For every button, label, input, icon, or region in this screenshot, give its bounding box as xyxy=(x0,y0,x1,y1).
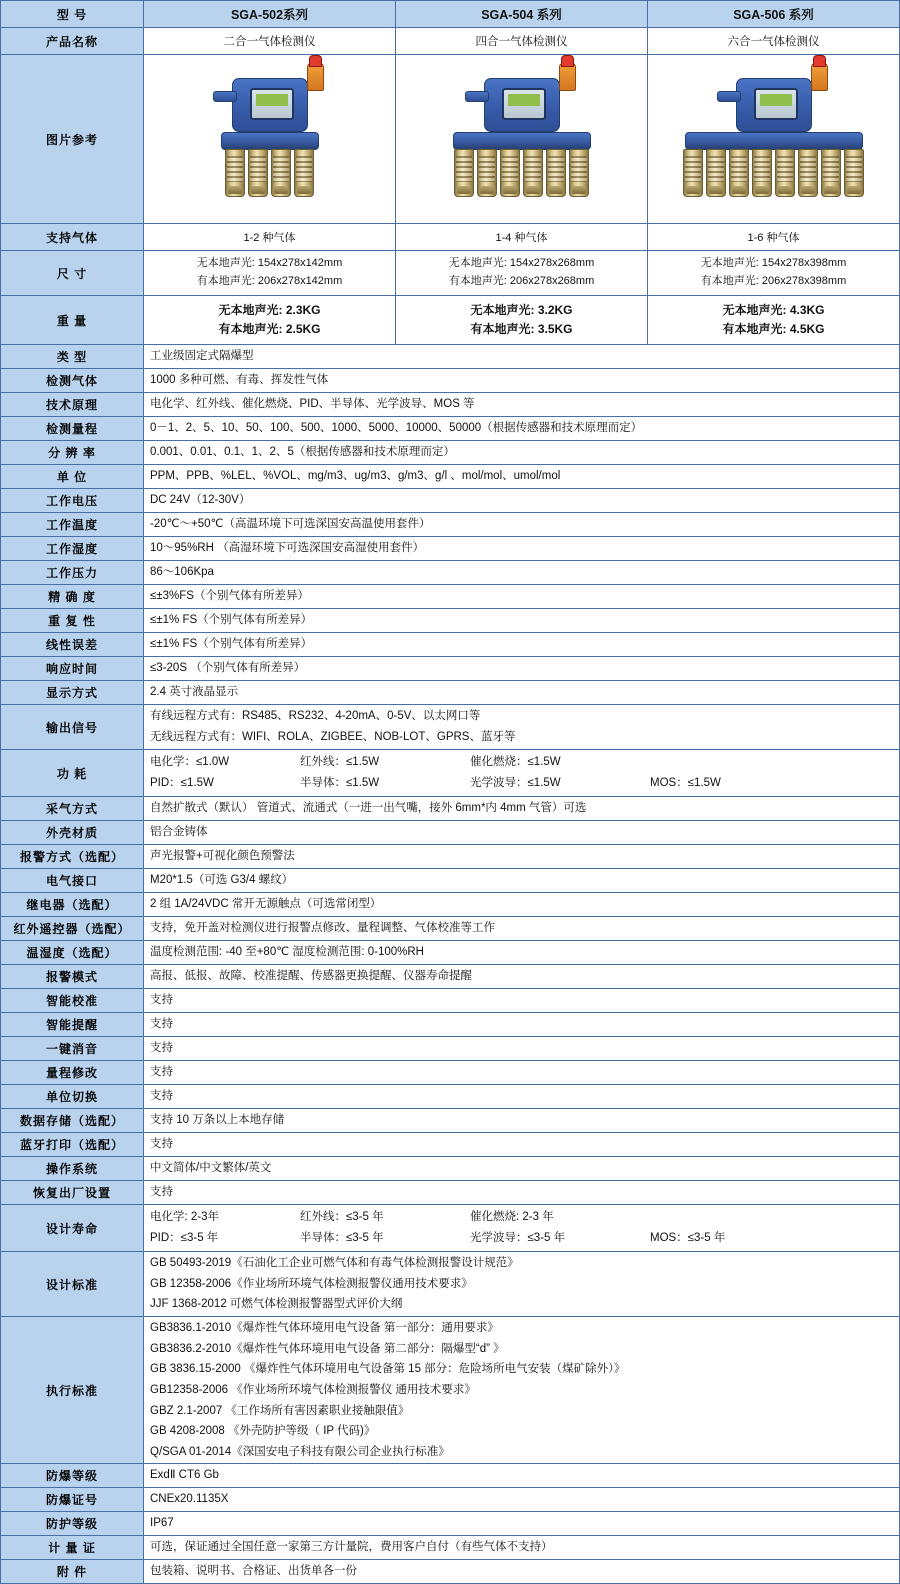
row-label-metrology-cert: 计 量 证 xyxy=(1,1536,144,1560)
value-alarm-mode-opt: 声光报警+可视化颜色预警法 xyxy=(144,845,900,869)
row-label-range-modify: 量程修改 xyxy=(1,1061,144,1085)
table-row-output-signal xyxy=(1,705,900,750)
row-label-size: 尺 寸 xyxy=(1,251,144,296)
table-row-spec xyxy=(1,989,900,1013)
power-mos: MOS：≤1.5W xyxy=(650,777,721,789)
value-repeatability: ≤±1% FS（个别气体有所差异） xyxy=(144,609,900,633)
table-row-spec xyxy=(1,893,900,917)
life-optical: 光学波导：≤3-5 年 xyxy=(470,1232,566,1244)
value-display: 2.4 英寸液晶显示 xyxy=(144,681,900,705)
row-label-alarm-mode-opt: 报警方式（选配） xyxy=(1,845,144,869)
row-label-exec-standard: 执行标准 xyxy=(1,1317,144,1464)
size-506-line2: 有本地声光: 206x278x398mm xyxy=(700,275,847,287)
table-row-spec xyxy=(1,821,900,845)
row-label-principle: 技术原理 xyxy=(1,393,144,417)
row-label-detect-gas: 检测气体 xyxy=(1,369,144,393)
value-voltage: DC 24V（12-30V） xyxy=(144,489,900,513)
table-row-spec xyxy=(1,537,900,561)
table-row-spec xyxy=(1,965,900,989)
model-502: SGA-502系列 xyxy=(144,1,396,28)
size-504-line2: 有本地声光: 206x278x268mm xyxy=(448,275,595,287)
row-label-work-temp: 工作温度 xyxy=(1,513,144,537)
size-502-line1: 无本地声光: 154x278x142mm xyxy=(196,257,343,270)
support-gas-504: 1-4 种气体 xyxy=(396,224,648,251)
weight-504-line1: 无本地声光: 3.2KG xyxy=(470,302,573,317)
exec-standard-line-6: GB 4208-2008 《外壳防护等级（ IP 代码)》 xyxy=(150,1425,376,1438)
table-row-image-ref xyxy=(1,55,900,224)
value-range-modify: 支持 xyxy=(144,1061,900,1085)
table-row-spec xyxy=(1,657,900,681)
value-type: 工业级固定式隔爆型 xyxy=(144,345,900,369)
table-row-spec xyxy=(1,393,900,417)
size-504 xyxy=(396,251,648,296)
size-502-line2: 有本地声光: 206x278x142mm xyxy=(196,275,343,287)
value-alarm-modes: 高报、低报、故障、校准提醒、传感器更换提醒、仪器寿命提醒 xyxy=(144,965,900,989)
row-label-one-key-mute: 一键消音 xyxy=(1,1037,144,1061)
row-label-relay: 继电器（选配） xyxy=(1,893,144,917)
life-infrared: 红外线：≤3-5 年 xyxy=(300,1211,384,1224)
table-row-spec xyxy=(1,1013,900,1037)
value-work-humidity: 10～95%RH （高湿环境下可选深国安高湿使用套件） xyxy=(144,537,900,561)
value-smart-calibration: 支持 xyxy=(144,989,900,1013)
value-ex-grade: ExdⅡ CT6 Gb xyxy=(144,1464,900,1488)
table-row-spec xyxy=(1,585,900,609)
value-ip-grade: IP67 xyxy=(144,1512,900,1536)
value-housing: 铝合金铸体 xyxy=(144,821,900,845)
value-ex-cert: CNEx20.1135X xyxy=(144,1488,900,1512)
row-label-resolution: 分 辨 率 xyxy=(1,441,144,465)
value-detect-gas: 1000 多种可燃、有毒、挥发性气体 xyxy=(144,369,900,393)
row-label-image-ref: 图片参考 xyxy=(1,55,144,224)
weight-506 xyxy=(648,296,900,345)
row-label-product-name: 产品名称 xyxy=(1,28,144,55)
table-row-support-gas xyxy=(1,224,900,251)
value-ir-remote: 支持，免开盖对检测仪进行报警点修改、量程调整、气体校准等工作 xyxy=(144,917,900,941)
table-row-spec xyxy=(1,1085,900,1109)
row-label-voltage: 工作电压 xyxy=(1,489,144,513)
value-electrical-interface: M20*1.5（可选 G3/4 螺纹） xyxy=(144,869,900,893)
row-label-work-pressure: 工作压力 xyxy=(1,561,144,585)
value-data-storage: 支持 10 万条以上本地存储 xyxy=(144,1109,900,1133)
weight-502-line1: 无本地声光: 2.3KG xyxy=(218,302,321,317)
design-life-row-2 xyxy=(150,1228,895,1249)
power-infrared: 红外线：≤1.5W xyxy=(300,756,380,769)
row-label-type: 类 型 xyxy=(1,345,144,369)
value-output-signal xyxy=(144,705,900,750)
table-row-spec xyxy=(1,869,900,893)
row-label-response-time: 响应时间 xyxy=(1,657,144,681)
power-pid: PID：≤1.5W xyxy=(150,777,214,789)
table-row-spec xyxy=(1,1512,900,1536)
device-image-502 xyxy=(144,55,396,224)
table-row-spec xyxy=(1,941,900,965)
table-row-spec xyxy=(1,513,900,537)
value-power xyxy=(144,750,900,797)
row-label-work-humidity: 工作湿度 xyxy=(1,537,144,561)
row-label-factory-reset: 恢复出厂设置 xyxy=(1,1181,144,1205)
exec-standard-line-7: Q/SGA 01-2014《深国安电子科技有限公司企业执行标准》 xyxy=(150,1445,450,1458)
table-row-spec xyxy=(1,1061,900,1085)
design-standard-line-3: JJF 1368-2012 可燃气体检测报警器型式评价大纲 xyxy=(150,1298,403,1311)
life-mos: MOS：≤3-5 年 xyxy=(650,1232,726,1244)
table-row-spec xyxy=(1,561,900,585)
weight-506-line2: 有本地声光: 4.5KG xyxy=(722,322,825,336)
row-label-temp-humidity: 温湿度（选配） xyxy=(1,941,144,965)
row-label-housing: 外壳材质 xyxy=(1,821,144,845)
table-row-spec xyxy=(1,465,900,489)
table-row-spec xyxy=(1,845,900,869)
value-linearity: ≤±1% FS（个别气体有所差异） xyxy=(144,633,900,657)
row-label-design-standard: 设计标准 xyxy=(1,1252,144,1317)
table-row-spec xyxy=(1,1157,900,1181)
row-label-repeatability: 重 复 性 xyxy=(1,609,144,633)
product-name-502: 二合一气体检测仪 xyxy=(144,28,396,55)
table-row-size xyxy=(1,251,900,296)
weight-502 xyxy=(144,296,396,345)
row-label-alarm-modes: 报警模式 xyxy=(1,965,144,989)
row-label-design-life: 设计寿命 xyxy=(1,1205,144,1252)
size-506-line1: 无本地声光: 154x278x398mm xyxy=(700,257,847,270)
table-row-spec xyxy=(1,1109,900,1133)
value-sampling: 自然扩散式（默认） 管道式、流通式（一进一出气嘴，接外 6mm*内 4mm 气管）可选 xyxy=(144,797,900,821)
value-os: 中文简体/中文繁体/英文 xyxy=(144,1157,900,1181)
value-one-key-mute: 支持 xyxy=(144,1037,900,1061)
value-temp-humidity: 温度检测范围: -40 至+80℃ 湿度检测范围: 0-100%RH xyxy=(144,941,900,965)
row-label-smart-calibration: 智能校准 xyxy=(1,989,144,1013)
device-image-504 xyxy=(396,55,648,224)
table-row-spec xyxy=(1,1037,900,1061)
product-name-504: 四合一气体检测仪 xyxy=(396,28,648,55)
value-range: 0－1、2、5、10、50、100、500、1000、5000、10000、50000（根据传感器和技术原理而定） xyxy=(144,417,900,441)
exec-standard-line-5: GBZ 2.1-2007 《工作场所有害因素职业接触限值》 xyxy=(150,1404,410,1417)
value-bluetooth-print: 支持 xyxy=(144,1133,900,1157)
value-unit: PPM、PPB、%LEL、%VOL、mg/m3、ug/m3、g/m3、g/l 、mol/mol、umol/mol xyxy=(144,465,900,489)
design-standard-line-1: GB 50493-2019《石油化工企业可燃气体和有毒气体检测报警设计规范》 xyxy=(150,1257,519,1270)
value-factory-reset: 支持 xyxy=(144,1181,900,1205)
row-label-model: 型 号 xyxy=(1,1,144,28)
device-image-506 xyxy=(648,55,900,224)
row-label-unit: 单 位 xyxy=(1,465,144,489)
table-row-spec xyxy=(1,1464,900,1488)
exec-standard-line-1: GB3836.1-2010《爆炸性气体环境用电气设备 第一部分：通用要求》 xyxy=(150,1322,499,1334)
weight-504-line2: 有本地声光: 3.5KG xyxy=(470,322,573,336)
table-row-power xyxy=(1,750,900,797)
value-design-standard xyxy=(144,1252,900,1317)
table-row-spec xyxy=(1,345,900,369)
table-row-spec xyxy=(1,633,900,657)
row-label-linearity: 线性误差 xyxy=(1,633,144,657)
table-row-exec-standard xyxy=(1,1317,900,1464)
value-accessories: 包装箱、说明书、合格证、出货单各一份 xyxy=(144,1560,900,1584)
table-row-spec xyxy=(1,797,900,821)
life-pid: PID：≤3-5 年 xyxy=(150,1232,219,1244)
support-gas-506: 1-6 种气体 xyxy=(648,224,900,251)
design-standard-line-2: GB 12358-2006《作业场所环境气体检测报警仪通用技术要求》 xyxy=(150,1277,473,1290)
table-row-spec xyxy=(1,917,900,941)
model-504: SGA-504 系列 xyxy=(396,1,648,28)
row-label-smart-reminder: 智能提醒 xyxy=(1,1013,144,1037)
weight-506-line1: 无本地声光: 4.3KG xyxy=(722,302,825,317)
power-electrochemical: 电化学：≤1.0W xyxy=(150,756,230,769)
table-row-weight xyxy=(1,296,900,345)
table-row-spec xyxy=(1,1133,900,1157)
row-label-accessories: 附 件 xyxy=(1,1560,144,1584)
design-life-row-1 xyxy=(150,1207,895,1228)
support-gas-502: 1-2 种气体 xyxy=(144,224,396,251)
value-work-pressure: 86～106Kpa xyxy=(144,561,900,585)
value-response-time: ≤3-20S （个别气体有所差异） xyxy=(144,657,900,681)
life-semiconductor: 半导体：≤3-5 年 xyxy=(300,1232,384,1244)
row-label-range: 检测量程 xyxy=(1,417,144,441)
power-semiconductor: 半导体：≤1.5W xyxy=(300,777,380,789)
value-principle: 电化学、红外线、催化燃烧、PID、半导体、光学波导、MOS 等 xyxy=(144,393,900,417)
weight-504 xyxy=(396,296,648,345)
power-optical: 光学波导：≤1.5W xyxy=(470,777,561,789)
table-row-spec xyxy=(1,1488,900,1512)
product-name-506: 六合一气体检测仪 xyxy=(648,28,900,55)
value-unit-switch: 支持 xyxy=(144,1085,900,1109)
row-label-os: 操作系统 xyxy=(1,1157,144,1181)
row-label-accuracy: 精 确 度 xyxy=(1,585,144,609)
row-label-bluetooth-print: 蓝牙打印（选配） xyxy=(1,1133,144,1157)
value-resolution: 0.001、0.01、0.1、1、2、5（根据传感器和技术原理而定） xyxy=(144,441,900,465)
value-work-temp: -20℃～+50℃（高温环境下可选深国安高温使用套件） xyxy=(144,513,900,537)
row-label-electrical-interface: 电气接口 xyxy=(1,869,144,893)
row-label-display: 显示方式 xyxy=(1,681,144,705)
size-506 xyxy=(648,251,900,296)
row-label-sampling: 采气方式 xyxy=(1,797,144,821)
table-row-spec xyxy=(1,369,900,393)
row-label-data-storage: 数据存储（选配） xyxy=(1,1109,144,1133)
life-electrochemical: 电化学: 2-3年 xyxy=(150,1211,220,1224)
power-row-1 xyxy=(150,752,895,773)
value-relay: 2 组 1A/24VDC 常开无源触点（可选常闭型） xyxy=(144,893,900,917)
table-row-product-name xyxy=(1,28,900,55)
exec-standard-line-3: GB 3836.15-2000 《爆炸性气体环境用电气设备第 15 部分：危险场所电气安装（煤矿除外）》 xyxy=(150,1363,626,1376)
table-row-model xyxy=(1,1,900,28)
value-exec-standard xyxy=(144,1317,900,1464)
table-row-spec xyxy=(1,441,900,465)
model-506: SGA-506 系列 xyxy=(648,1,900,28)
table-row-spec xyxy=(1,681,900,705)
size-502 xyxy=(144,251,396,296)
life-catalytic: 催化燃烧: 2-3 年 xyxy=(470,1211,554,1224)
table-row-spec xyxy=(1,1181,900,1205)
size-504-line1: 无本地声光: 154x278x268mm xyxy=(448,257,595,270)
row-label-ip-grade: 防护等级 xyxy=(1,1512,144,1536)
table-row-spec xyxy=(1,609,900,633)
power-catalytic: 催化燃烧：≤1.5W xyxy=(470,756,561,769)
table-row-spec xyxy=(1,1560,900,1584)
weight-502-line2: 有本地声光: 2.5KG xyxy=(218,322,321,336)
row-label-power: 功 耗 xyxy=(1,750,144,797)
table-row-design-standard xyxy=(1,1252,900,1317)
value-smart-reminder: 支持 xyxy=(144,1013,900,1037)
row-label-support-gas: 支持气体 xyxy=(1,224,144,251)
value-metrology-cert: 可选，保证通过全国任意一家第三方计量院，费用客户自付（有些气体不支持） xyxy=(144,1536,900,1560)
row-label-unit-switch: 单位切换 xyxy=(1,1085,144,1109)
output-signal-wired: 有线远程方式有：RS485、RS232、4-20mA、0-5V、以太网口等 xyxy=(150,710,481,723)
value-accuracy: ≤±3%FS（个别气体有所差异） xyxy=(144,585,900,609)
exec-standard-line-4: GB12358-2006 《作业场所环境气体检测报警仪 通用技术要求》 xyxy=(150,1383,476,1396)
table-row-spec xyxy=(1,1536,900,1560)
table-row-design-life xyxy=(1,1205,900,1252)
power-row-2 xyxy=(150,773,895,794)
exec-standard-line-2: GB3836.2-2010《爆炸性气体环境用电气设备 第二部分：隔爆型“d” 》 xyxy=(150,1342,505,1355)
table-row-spec xyxy=(1,489,900,513)
value-design-life xyxy=(144,1205,900,1252)
output-signal-wireless: 无线远程方式有：WIFI、ROLA、ZIGBEE、NOB-LOT、GPRS、蓝牙等 xyxy=(150,731,516,743)
row-label-weight: 重 量 xyxy=(1,296,144,345)
row-label-ir-remote: 红外遥控器（选配） xyxy=(1,917,144,941)
row-label-output-signal: 输出信号 xyxy=(1,705,144,750)
row-label-ex-cert: 防爆证号 xyxy=(1,1488,144,1512)
row-label-ex-grade: 防爆等级 xyxy=(1,1464,144,1488)
table-row-spec xyxy=(1,417,900,441)
